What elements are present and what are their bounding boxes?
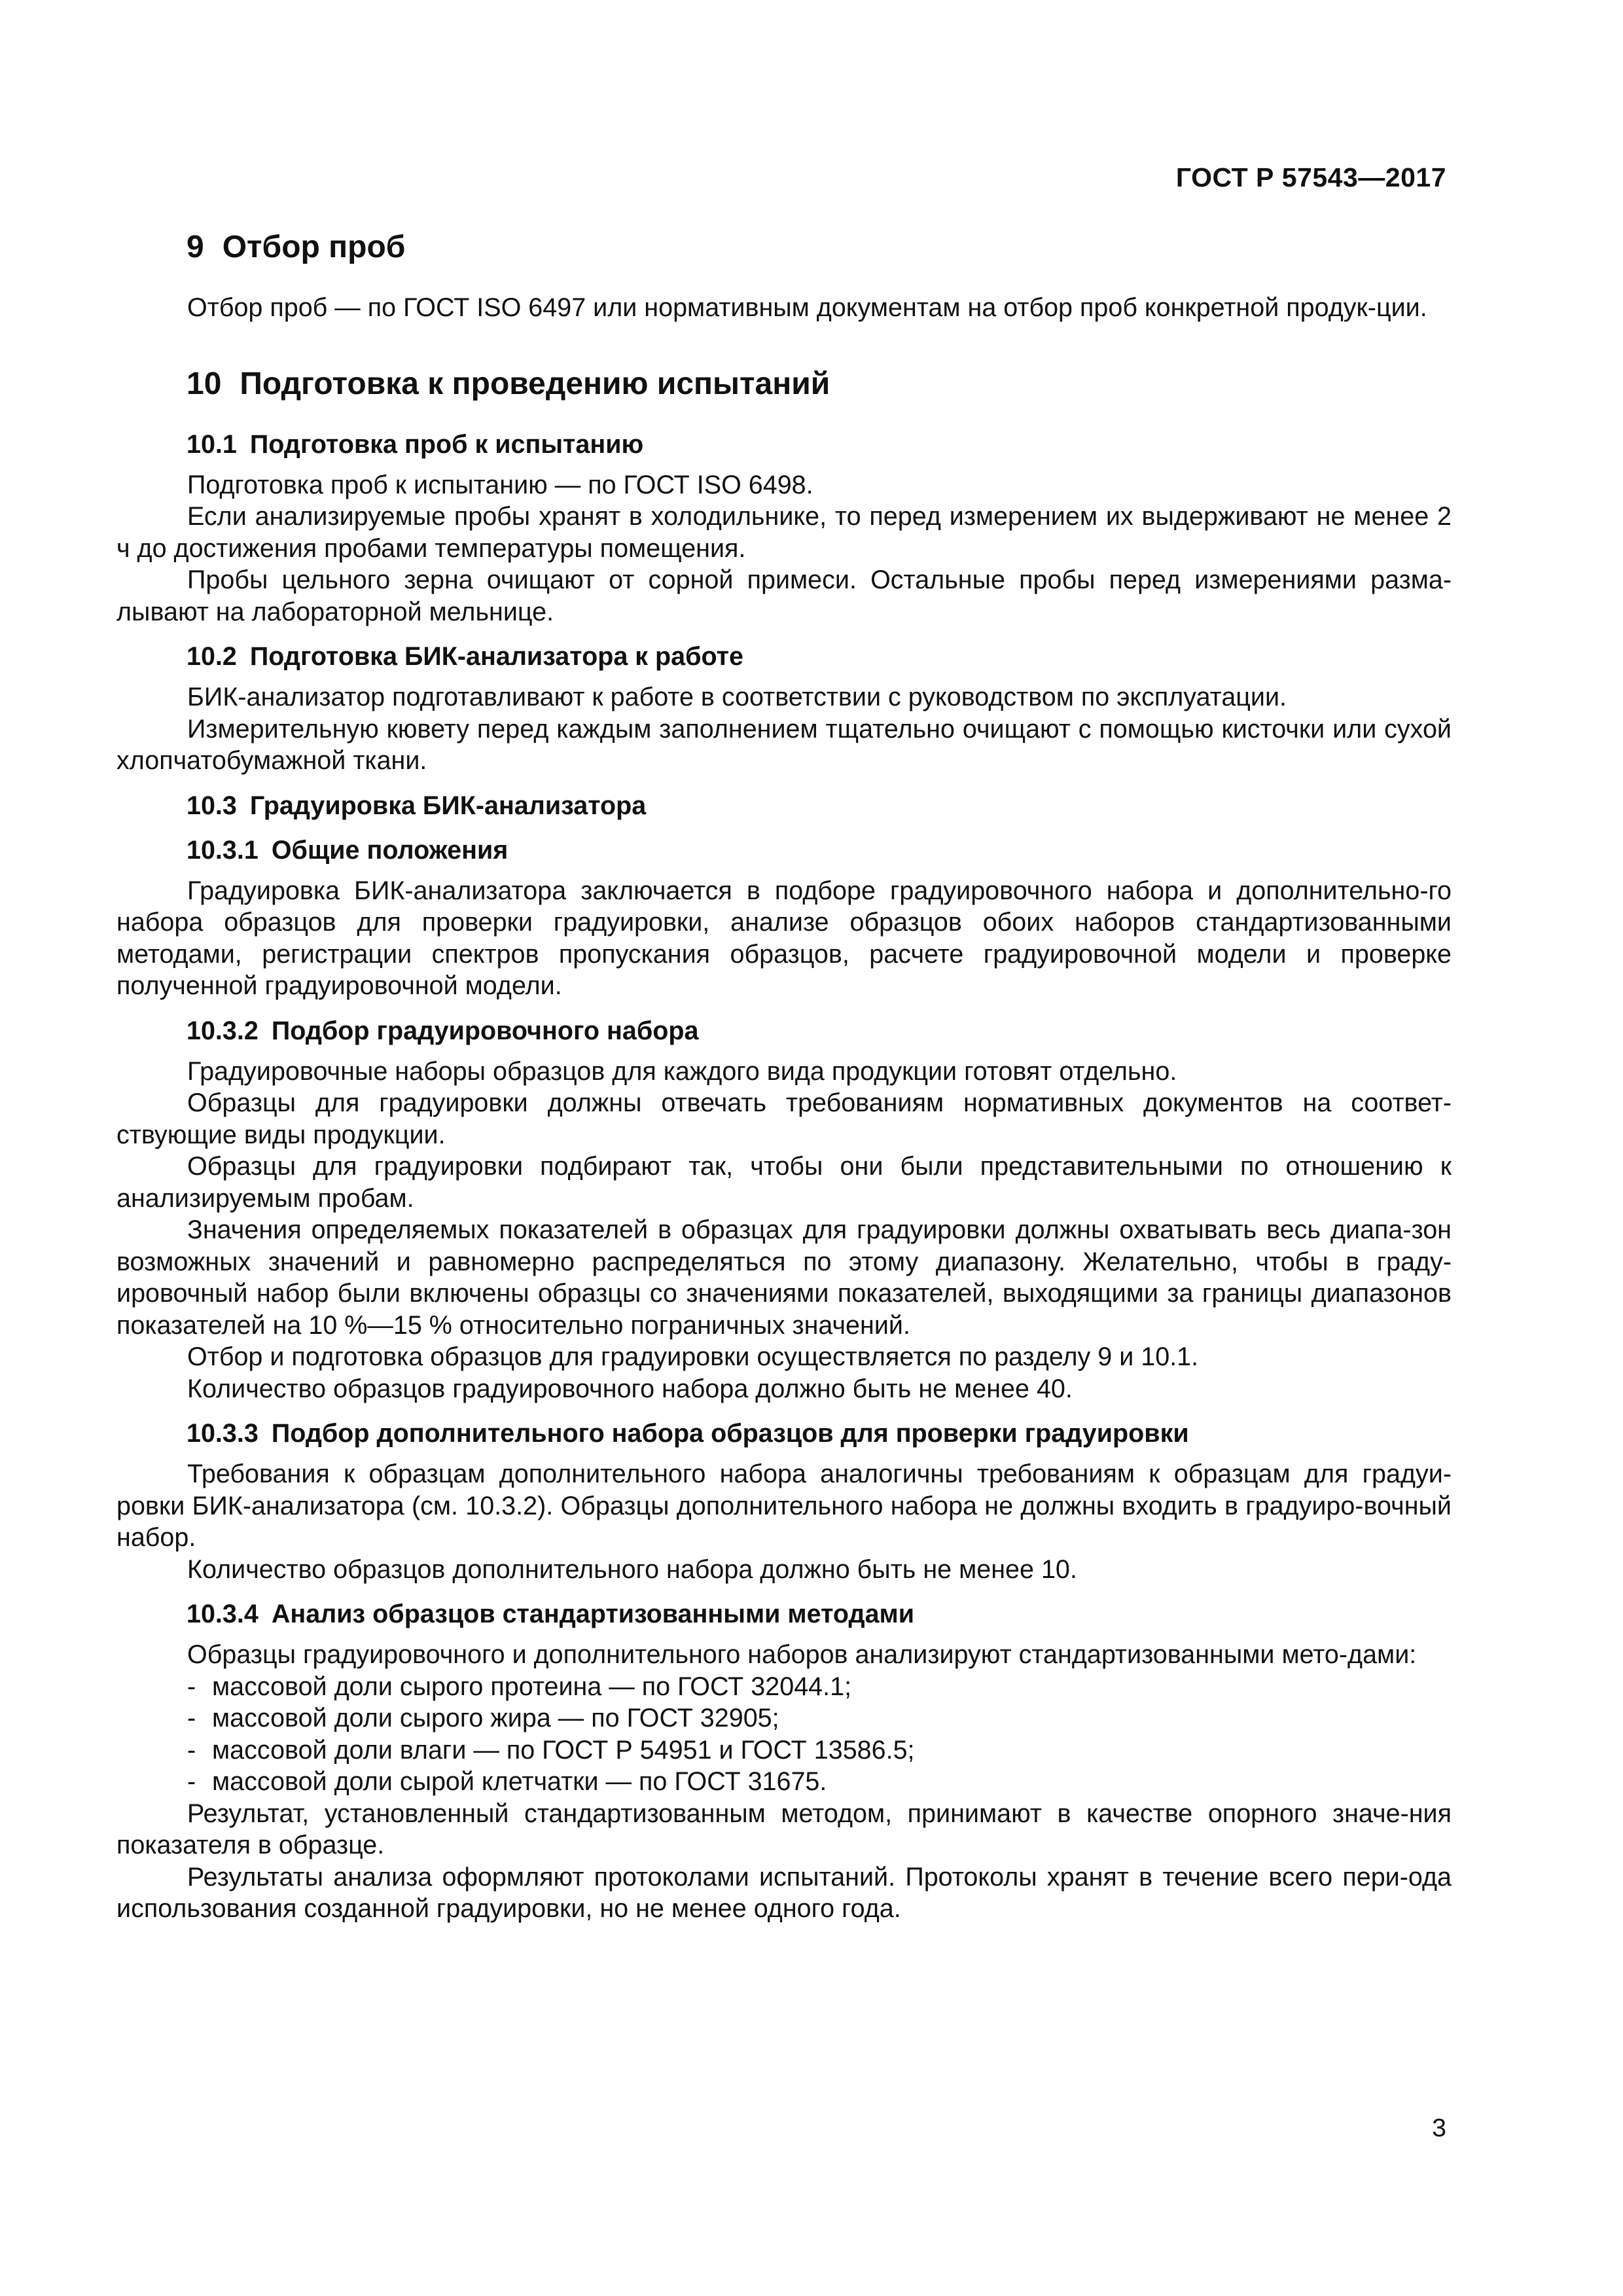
paragraph: Количество образцов градуировочного набора должно быть не менее 40. [187, 1374, 1073, 1403]
section-heading-9 [116, 228, 1452, 267]
subsection-heading-10-3-3 [116, 1418, 1452, 1449]
paragraph: БИК-анализатор подготавливают к работе в соответствии с руководством по эксплуатации. [187, 683, 1287, 711]
section-heading-10 [116, 365, 1452, 404]
paragraph: Требования к образцам дополнительного набора аналогичны требованиям к образцам для градуи-ровки БИК-анализатора (см. 10.3.2). Образцы дополнительного набора не должны входить в градуиро-вочный набор. [116, 1460, 1452, 1552]
methods-list [116, 1671, 1452, 1798]
subsection-heading-10-3-1 [116, 834, 1452, 866]
subsection-title: Общие положения [271, 835, 508, 865]
paragraph: Градуировочные наборы образцов для каждого вида продукции готовят отдельно. [187, 1056, 1177, 1086]
document-body [116, 228, 1452, 1925]
subsection-heading-10-3-2 [116, 1015, 1452, 1047]
list-marker: - [187, 1704, 196, 1732]
subsection-title: Анализ образцов стандартизованными методами [271, 1600, 915, 1628]
paragraph: Отбор и подготовка образцов для градуировки осуществляется по разделу 9 и 10.1. [187, 1342, 1199, 1371]
paragraph: Образцы для градуировки подбирают так, чтобы они были представительными по отношению к анализируемым пробам. [116, 1152, 1452, 1213]
paragraph: Пробы цельного зерна очищают от сорной примеси. Остальные пробы перед измерениями разма-лывают на лабораторной мельнице. [116, 565, 1452, 626]
subsection-number: 10.3.1 [187, 835, 259, 865]
paragraph: Образцы для градуировки должны отвечать требованиям нормативных документов на соответ-ствующие виды продукции. [116, 1088, 1452, 1149]
subsection-heading-10-1 [116, 429, 1452, 460]
paragraph: Значения определяемых показателей в образцах для градуировки должны охватывать весь диапа-зон возможных значений и равномерно распределяться по этому диапазону. Желательно, чтобы в граду-ировочный набор были включены образцы со значениями показателей, выходящими за границы диапазонов показателей на 10 %—15 % относительно пограничных значений. [116, 1215, 1452, 1340]
document-code: ГОСТ Р 57543—2017 [1175, 162, 1446, 192]
subsection-title: Подготовка проб к испытанию [249, 429, 644, 459]
paragraph: Образцы градуировочного и дополнительного наборов анализируют стандартизованными мето-дами: [187, 1640, 1417, 1669]
list-item-text: массовой доли сырой клетчатки — по ГОСТ 31675. [212, 1767, 827, 1796]
paragraph: Отбор проб — по ГОСТ ISO 6497 или нормативным документам на отбор проб конкретной продук-ции. [187, 293, 1427, 322]
subsection-number: 10.3.4 [187, 1600, 259, 1628]
list-item [116, 1766, 1452, 1798]
subsection-title: Подбор градуировочного набора [271, 1016, 699, 1045]
paragraph: Градуировка БИК-анализатора заключается в подборе градуировочного набора и дополнительно-го набора образцов для проверки градуировки, анализе образцов обоих наборов стандартизованными методами, регистрации спектров пропускания образцов, расчете градуировочной модели и проверке полученной градуировочной модели. [116, 876, 1452, 1000]
list-item-text: массовой доли сырого протеина — по ГОСТ 32044.1; [212, 1672, 852, 1701]
list-item [116, 1734, 1452, 1767]
list-item-text: массовой доли сырого жира — по ГОСТ 32905; [212, 1704, 779, 1732]
subsection-heading-10-2 [116, 641, 1452, 672]
list-marker: - [187, 1672, 196, 1701]
subsection-number: 10.3 [187, 791, 237, 820]
section-title: Подготовка к проведению испытаний [240, 366, 830, 401]
page-number: 3 [1432, 2114, 1446, 2142]
list-marker: - [187, 1735, 196, 1765]
subsection-title: Градуировка БИК-анализатора [249, 791, 647, 820]
subsection-number: 10.3.2 [187, 1016, 259, 1045]
paragraph: Измерительную кювету перед каждым заполнением тщательно очищают с помощью кисточки или сухой хлопчатобумажной ткани. [116, 714, 1452, 775]
subsection-title: Подбор дополнительного набора образцов для проверки градуировки [271, 1419, 1189, 1448]
list-marker: - [187, 1767, 196, 1796]
section-title: Отбор проб [222, 230, 406, 264]
list-item [116, 1702, 1452, 1734]
subsection-heading-10-3-4 [116, 1598, 1452, 1630]
subsection-number: 10.3.3 [187, 1419, 259, 1448]
list-item-text: массовой доли влаги — по ГОСТ Р 54951 и ГОСТ 13586.5; [212, 1735, 915, 1765]
paragraph: Количество образцов дополнительного набора должно быть не менее 10. [187, 1554, 1077, 1584]
subsection-heading-10-3 [116, 790, 1452, 821]
subsection-number: 10.2 [187, 642, 237, 671]
section-number: 10 [187, 366, 222, 401]
subsection-number: 10.1 [187, 429, 237, 459]
paragraph: Результат, установленный стандартизованным методом, принимают в качестве опорного значе-ния показателя в образце. [116, 1799, 1452, 1859]
subsection-title: Подготовка БИК-анализатора к работе [249, 642, 743, 671]
list-item [116, 1671, 1452, 1703]
paragraph: Подготовка проб к испытанию — по ГОСТ ISO 6498. [187, 470, 813, 499]
paragraph: Результаты анализа оформляют протоколами испытаний. Протоколы хранят в течение всего пери-ода использования созданной градуировки, но не менее одного года. [116, 1862, 1452, 1923]
section-number: 9 [187, 230, 204, 264]
paragraph: Если анализируемые пробы хранят в холодильнике, то перед измерением их выдерживают не менее 2 ч до достижения пробами температуры помещения. [116, 502, 1452, 563]
